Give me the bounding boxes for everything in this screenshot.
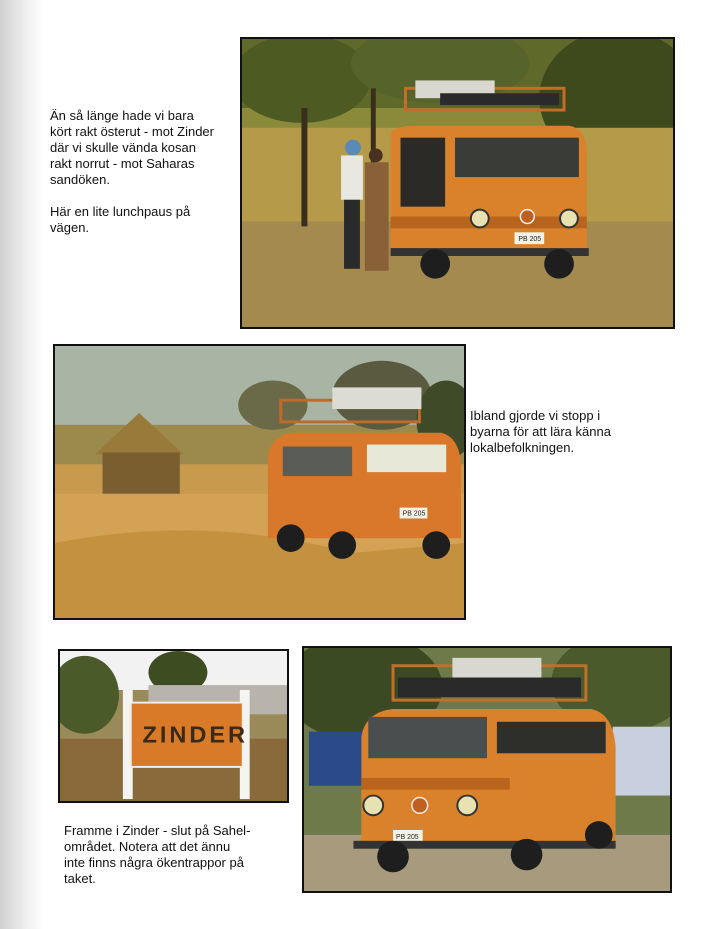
photo-van-in-zinder [302, 646, 672, 893]
photo-van-lunch-break [240, 37, 675, 329]
van-shape [391, 80, 589, 278]
photo-village-stop [53, 344, 466, 620]
plate-label-1: PB 205 [518, 236, 542, 244]
caption-lunch-break: Än så länge hade vi bara kört rakt österut - mot Zinder där vi skulle vända kosan rakt norrut - mot Saharas sandöken. Här en lite lunchpaus på vägen. [50, 108, 214, 235]
page-binding-shadow [0, 0, 44, 929]
plate-label-3: PB 205 [395, 833, 419, 841]
caption-village-stop: Ibland gjorde vi stopp i byarna för att lära känna lokalbefolkningen. [470, 408, 611, 455]
plate-label-2: PB 205 [402, 510, 426, 518]
van-shape-3 [353, 658, 615, 872]
zinder-sign-text: ZINDER [142, 721, 248, 748]
caption-zinder-arrival: Framme i Zinder - slut på Sahel- området. Notera att det ännu inte finns några ökentrappor på taket. [64, 823, 251, 886]
photo-zinder-sign [58, 649, 289, 803]
